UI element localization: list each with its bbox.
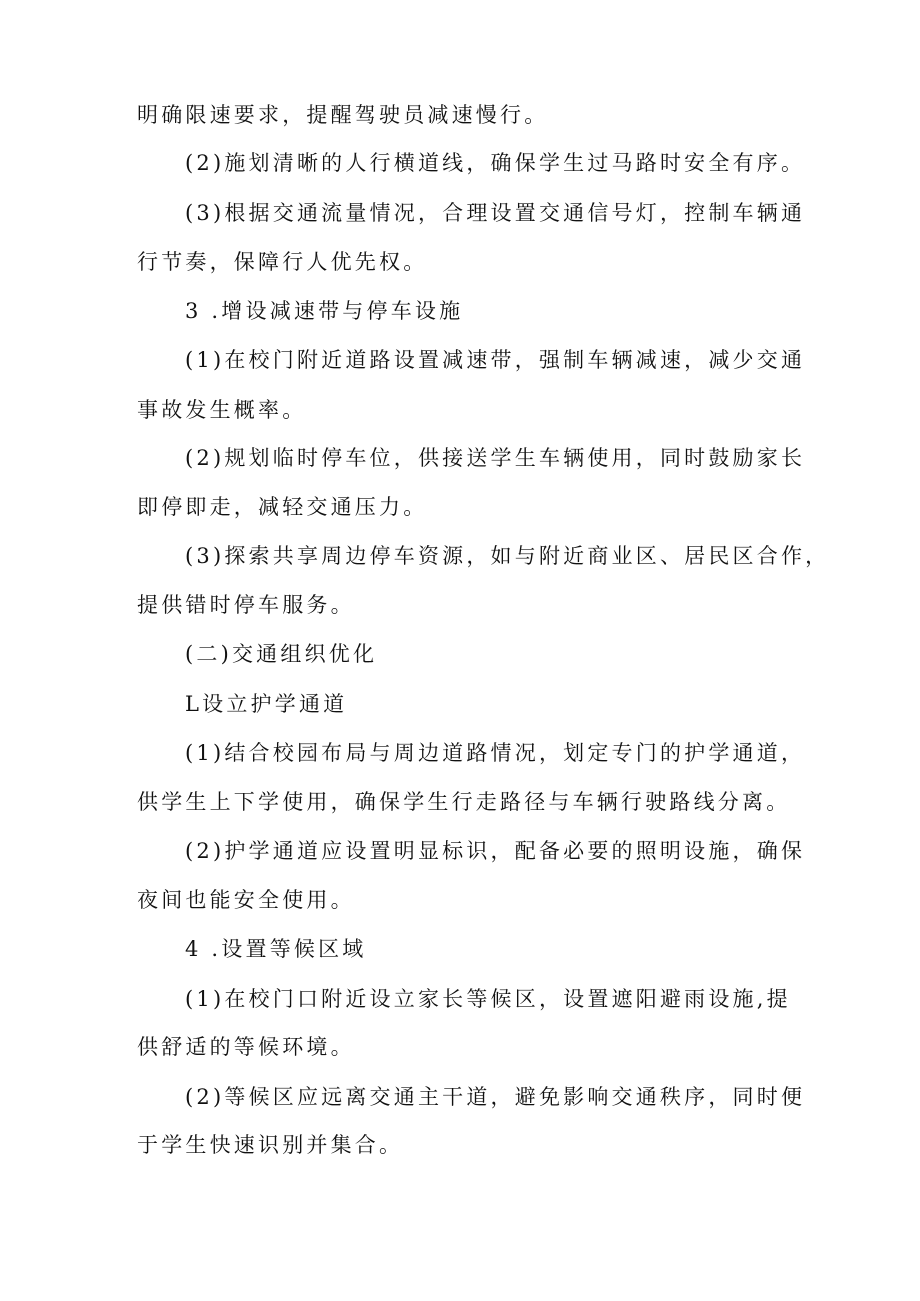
text-line: 供学生上下学使用，确保学生行走路径与车辆行驶路线分离。 [137, 790, 791, 814]
text-line: (1)在校门附近道路设置减速带，强制车辆减速，减少交通 [185, 348, 806, 372]
text-line: (1)在校门口附近设立家长等候区，设置遮阳避雨设施,提 [185, 987, 791, 1011]
text-line: (2)规划临时停车位，供接送学生车辆使用，同时鼓励家长 [185, 446, 806, 470]
text-line: 即停即走，减轻交通压力。 [137, 495, 428, 519]
text-line: (2)等候区应远离交通主干道，避免影响交通秩序，同时便 [185, 1085, 806, 1109]
text-line: (3)探索共享周边停车资源，如与附近商业区、居民区合作， [185, 544, 830, 568]
text-line: (1)结合校园布局与周边道路情况，划定专门的护学通道， [185, 741, 806, 765]
section-heading: 4 .设置等候区域 [185, 937, 367, 961]
text-line: 于学生快速识别并集合。 [137, 1133, 404, 1157]
section-heading: L设立护学通道 [185, 692, 348, 716]
section-heading: 3 .增设减速带与停车设施 [185, 299, 464, 323]
text-line: 夜间也能安全使用。 [137, 888, 355, 912]
text-line: 事故发生概率。 [137, 398, 307, 422]
text-line: 提供错时停车服务。 [137, 593, 355, 617]
text-line: 明确限速要求，提醒驾驶员减速慢行。 [137, 103, 549, 127]
text-line: 供舒适的等候环境。 [137, 1035, 355, 1059]
text-line: 行节奏，保障行人优先权。 [137, 250, 428, 274]
text-line: (2)护学通道应设置明显标识，配备必要的照明设施，确保 [185, 839, 806, 863]
section-heading: (二)交通组织优化 [185, 642, 378, 666]
text-line: (3)根据交通流量情况，合理设置交通信号灯，控制车辆通 [185, 201, 806, 225]
text-line: (2)施划清晰的人行横道线，确保学生过马路时安全有序。 [185, 151, 806, 175]
